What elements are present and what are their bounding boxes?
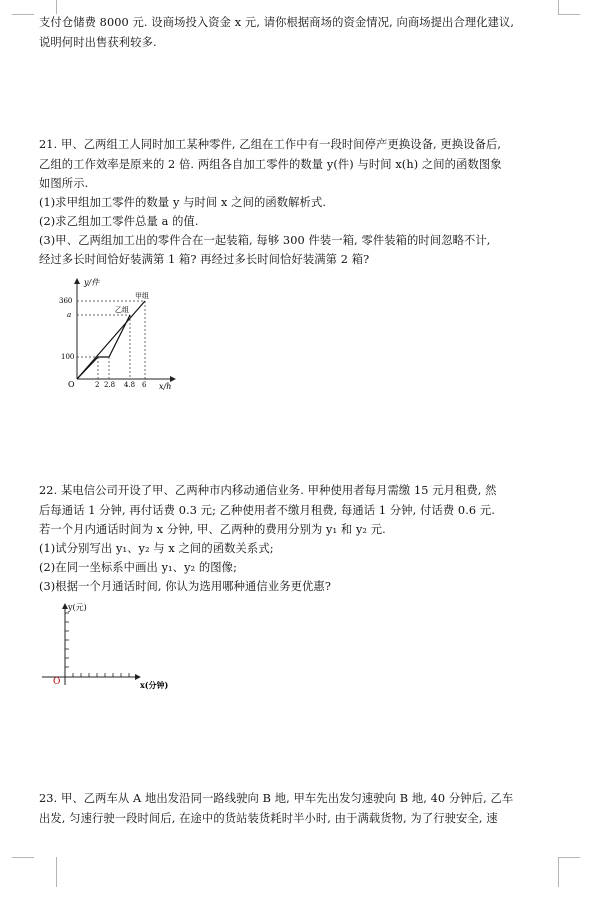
- q21-y-tick-a: a: [67, 311, 72, 319]
- q20-line-1: 支付仓储费 8000 元. 设商场投入资金 x 元, 请你根据商场的资金情况, 向商场提出合理化建议,: [39, 16, 515, 29]
- q21-sub-3a: (3)甲、乙两组加工出的零件合在一起装箱, 每够 300 件装一箱, 零件装箱的时间忽略不计,: [39, 234, 491, 247]
- q21-y-axis-label: y/件: [84, 278, 100, 287]
- q22-y-axis-label: y(元): [68, 603, 87, 612]
- q22-line-2: 后每通话 1 分钟, 再付话费 0.3 元; 乙种使用者不缴月租费, 每通话 1 分钟, 付话费 0.6 元.: [39, 504, 495, 517]
- q21-origin: O: [68, 380, 75, 389]
- crop-mark-top-left: [34, 0, 57, 14]
- q21-sub-1: (1)求甲组加工零件的数量 y 与时间 x 之间的函数解析式.: [39, 196, 327, 209]
- q22-sub-3: (3)根据一个月通话时间, 你认为选用哪种通信业务更优惠?: [39, 580, 331, 593]
- q22-graph: [40, 600, 190, 696]
- crop-mark-top-right: [558, 0, 581, 14]
- q21-x-tick-2: 2: [95, 381, 100, 389]
- crop-mark-top-right-h: [558, 14, 580, 15]
- q21-line-jia: [77, 301, 145, 379]
- crop-mark-bottom-right-h: [558, 857, 580, 858]
- q21-x-axis-label: x/h: [159, 382, 172, 391]
- q23-line-1: 23. 甲、乙两车从 A 地出发沿同一路线驶向 B 地, 甲车先出发匀速驶向 B 地, 40 分钟后, 乙车: [39, 792, 514, 805]
- crop-mark-bottom-left-h: [12, 857, 34, 858]
- q21-line-1: 21. 甲、乙两组工人同时加工某种零件, 乙组在工作中有一段时间停产更换设备, 更换设备后,: [39, 138, 502, 151]
- q21-x-tick-2-8: 2.8: [104, 381, 116, 389]
- q21-line-2: 乙组的工作效率是原来的 2 倍. 两组各自加工零件的数量 y(件) 与时间 x(h) 之间的函数图象: [39, 158, 502, 171]
- q22-line-3: 若一个月内通话时间为 x 分钟, 甲、乙两种的费用分别为 y₁ 和 y₂ 元.: [39, 523, 386, 536]
- crop-mark-bottom-left: [34, 857, 57, 887]
- q21-line-3: 如图所示.: [39, 177, 89, 190]
- crop-mark-top-left-h: [12, 14, 34, 15]
- q22-sub-1: (1)试分别写出 y₁、y₂ 与 x 之间的函数关系式;: [39, 542, 274, 555]
- q21-y-tick-100: 100: [61, 353, 75, 361]
- q21-sub-2: (2)求乙组加工零件总量 a 的值.: [39, 215, 199, 228]
- crop-mark-bottom-right: [558, 857, 581, 887]
- q23-line-2: 出发, 匀速行驶一段时间后, 在途中的货站装货耗时半小时, 由于满载货物, 为了行驶安全, 速: [39, 812, 498, 825]
- q21-label-jia: 甲组: [135, 292, 149, 300]
- q21-label-yi: 乙组: [115, 306, 129, 314]
- q20-line-2: 说明何时出售获利较多.: [39, 36, 157, 49]
- q22-x-axis-label: x(分钟): [140, 680, 169, 690]
- q21-sub-3b: 经过多长时间恰好装满第 1 箱? 再经过多长时间恰好装满第 2 箱?: [39, 253, 370, 266]
- q22-line-1: 22. 某电信公司开设了甲、乙两种市内移动通信业务. 甲种使用者每月需缴 15 元月租费, 然: [39, 484, 497, 497]
- q22-origin: O: [53, 677, 61, 687]
- q21-graph: [55, 275, 185, 395]
- q22-sub-2: (2)在同一坐标系中画出 y₁、y₂ 的图像;: [39, 561, 237, 574]
- q21-y-tick-360: 360: [59, 297, 73, 305]
- q21-x-tick-4-8: 4.8: [124, 381, 136, 389]
- q21-x-tick-6: 6: [142, 381, 147, 389]
